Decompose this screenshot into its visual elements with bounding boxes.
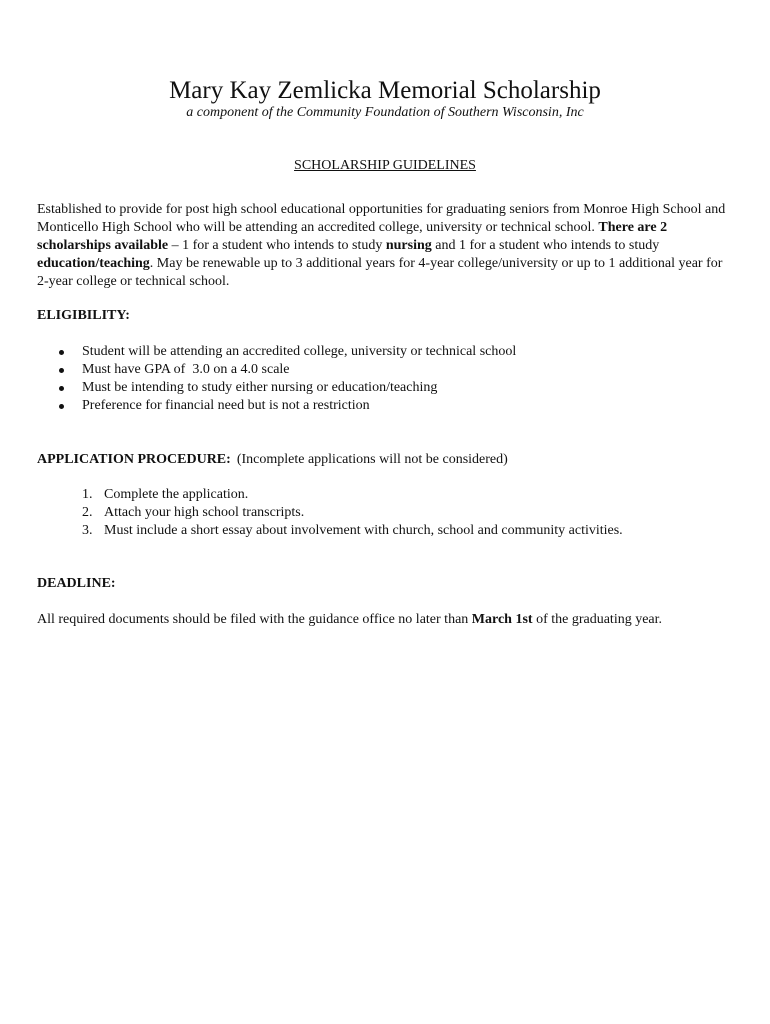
procedure-heading-line: [37, 451, 508, 469]
list-item: [37, 397, 516, 415]
procedure-steps: [37, 486, 623, 540]
intro-bold-scholarships: There are 2 scholarships available: [37, 220, 668, 253]
list-item: [37, 379, 516, 397]
deadline-text-after: of the graduating year.: [532, 612, 663, 627]
page-subtitle: a component of the Community Foundation of Southern Wisconsin, Inc: [186, 105, 584, 120]
intro-bold-nursing: nursing: [385, 238, 432, 253]
list-item: [37, 343, 516, 361]
intro-paragraph: [37, 201, 737, 291]
deadline-date: March 1st: [471, 612, 533, 627]
page-title: Mary Kay Zemlicka Memorial Scholarship: [169, 77, 601, 104]
step-text: Attach your high school transcripts.: [104, 505, 305, 520]
procedure-heading: APPLICATION PROCEDURE:: [37, 452, 231, 467]
deadline-text-before: All required documents should be filed with the guidance office no later than: [37, 612, 472, 627]
procedure-note: (Incomplete applications will not be considered): [236, 452, 508, 467]
list-item: [37, 486, 623, 504]
deadline-heading: DEADLINE:: [37, 576, 116, 591]
eligibility-item-text: Preference for financial need but is not a restriction: [82, 398, 370, 413]
eligibility-list: [37, 343, 516, 415]
step-number: 1.: [82, 487, 93, 502]
eligibility-item-text: Must be intending to study either nursing or education/teaching: [82, 380, 438, 395]
deadline-paragraph: [37, 611, 737, 629]
step-number: 2.: [82, 505, 93, 520]
intro-text-3: and 1 for a student who intends to study: [431, 238, 660, 253]
step-number: 3.: [82, 523, 93, 538]
intro-text-1: Established to provide for post high school educational opportunities for graduating seniors from Monroe High School and Monticello High School who will be attending an accredited college, university or technical school.: [37, 202, 726, 235]
step-text: Must include a short essay about involvement with church, school and community activities.: [104, 523, 623, 538]
bullet-icon: [59, 404, 64, 409]
step-text: Complete the application.: [104, 487, 249, 502]
bullet-icon: [59, 368, 64, 373]
eligibility-item-text: Student will be attending an accredited college, university or technical school: [82, 344, 517, 359]
eligibility-item-text: Must have GPA of 3.0 on a 4.0 scale: [82, 362, 290, 377]
intro-bold-education: education/teaching: [37, 256, 150, 271]
bullet-icon: [59, 386, 64, 391]
list-item: [37, 504, 623, 522]
eligibility-heading: ELIGIBILITY:: [37, 308, 130, 323]
bullet-icon: [59, 350, 64, 355]
list-item: [37, 361, 516, 379]
list-item: [37, 522, 623, 540]
guidelines-heading: SCHOLARSHIP GUIDELINES: [294, 158, 476, 173]
intro-text-2: – 1 for a student who intends to study: [168, 238, 386, 253]
intro-text-4: . May be renewable up to 3 additional years for 4-year college/university or up to 1 additional year for 2-year college or technical school.: [37, 256, 723, 289]
